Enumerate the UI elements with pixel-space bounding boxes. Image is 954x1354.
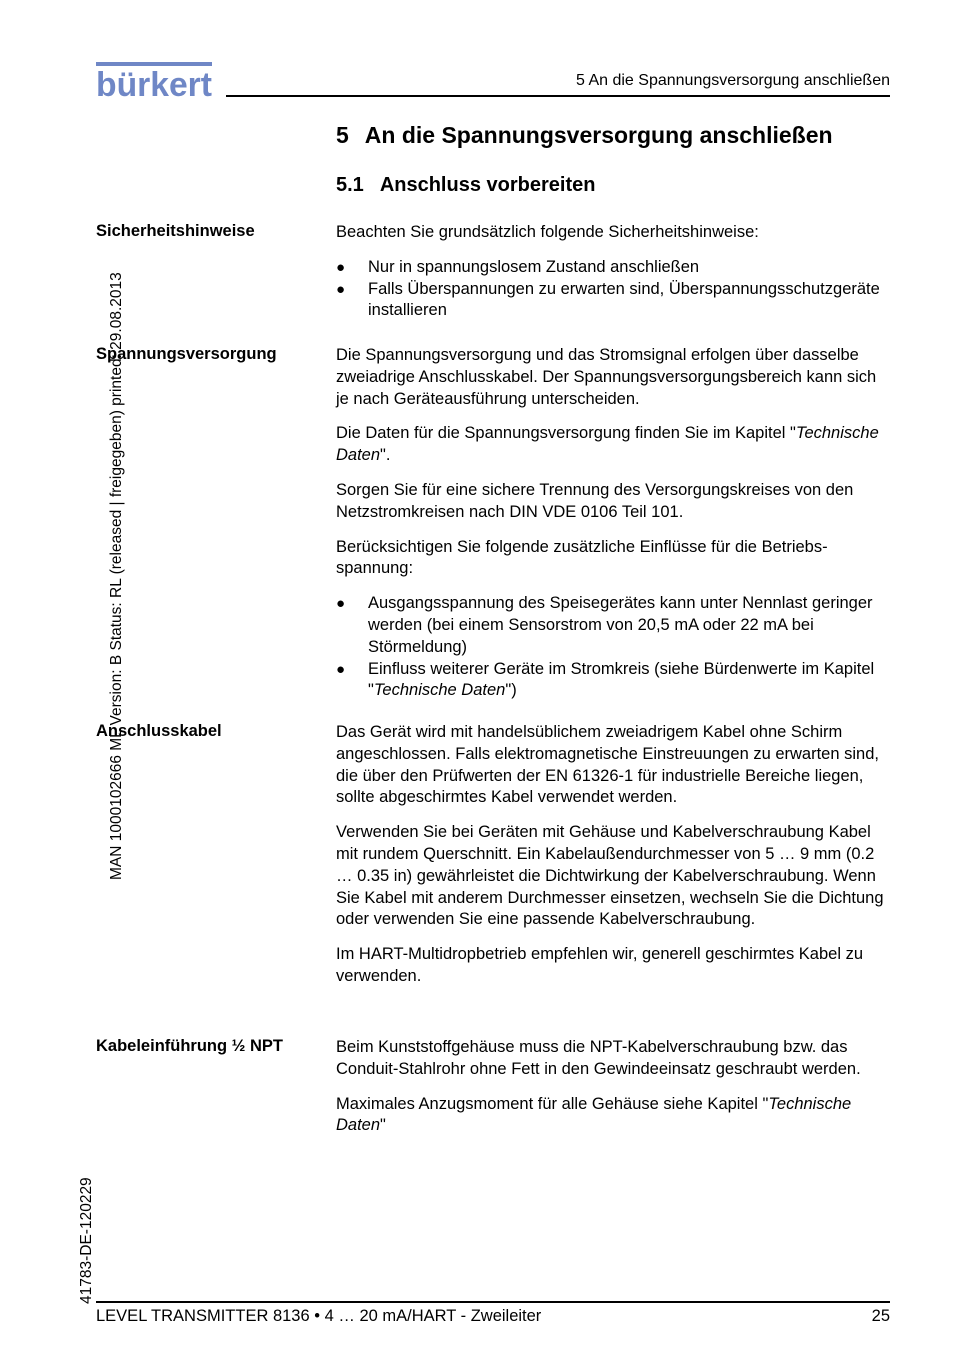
footer-title: LEVEL TRANSMITTER 8136 • 4 … 20 mA/HART - Zweileiter bbox=[96, 1307, 542, 1325]
power-block bbox=[336, 345, 892, 702]
chapter-number: 5 bbox=[336, 122, 349, 148]
bullet-icon: ● bbox=[336, 280, 346, 298]
safety-block bbox=[336, 222, 892, 322]
power-list bbox=[336, 593, 892, 702]
cable-paragraph: Verwenden Sie bei Geräten mit Gehäuse und Kabelverschraubung Kabel mit rundem Querschnitt. Ein Kabelaußendurchmesser von 5 … 9 mm (0.2 … 0.35 in) gewährleistet die Dichtwirkung der Kabelverschraubung. Wenn Sie Kabel mit anderem Durchmesser einsetzen, wechseln Sie die Dichtung oder verwenden Sie eine passende Kabelverschraubung. bbox=[336, 823, 884, 929]
power-paragraph: Die Daten für die Spannungsversorgung finden Sie im Kapitel "Technische Daten". bbox=[336, 424, 879, 465]
entry-block bbox=[336, 1037, 892, 1150]
document-number: 41783-DE-120229 bbox=[78, 1177, 95, 1304]
chapter-reference: Technische Daten bbox=[336, 424, 879, 465]
power-paragraph: Berücksichtigen Sie folgende zusätzliche Einflüsse für die Betriebsspannung: bbox=[336, 537, 828, 578]
chapter-reference: Technische Daten bbox=[373, 681, 506, 700]
chapter-title-text: An die Spannungsversorgung anschließen bbox=[364, 122, 833, 148]
chapter-title bbox=[336, 122, 833, 149]
logo-text: bürkert bbox=[96, 66, 212, 98]
burkert-logo bbox=[96, 62, 214, 103]
entry-paragraph: Beim Kunststoffgehäuse muss die NPT-Kabelverschraubung bzw. das Conduit-Stahlrohr ohne Fett in den Gewindeeinsatz geschraubt werden. bbox=[336, 1038, 861, 1078]
label-safety: Sicherheitshinweise bbox=[96, 222, 255, 240]
chapter-reference: Technische Daten bbox=[336, 1094, 852, 1135]
label-power: Spannungsversorgung bbox=[96, 345, 277, 363]
bullet-icon: ● bbox=[336, 258, 346, 276]
page-number: 25 bbox=[871, 1307, 890, 1325]
power-paragraph: Sorgen Sie für eine sichere Trennung des Versorgungskreises von den Netzstromkreisen nach DIN VDE 0106 Teil 101. bbox=[336, 480, 854, 521]
label-cable: Anschlusskabel bbox=[96, 722, 222, 740]
safety-list bbox=[336, 257, 892, 322]
list-item: ● Ausgangsspannung des Speisegerätes kann unter Nennlast geringer werden (bei einem Sensorstrom von 20,5 mA oder 22 mA bei Störmeldung) bbox=[336, 594, 873, 656]
list-item: ● Falls Überspannungen zu erwarten sind, Überspannungsschutzgeräte installieren bbox=[336, 279, 880, 320]
running-header: 5 An die Spannungsversorgung anschließen bbox=[576, 72, 890, 89]
safety-intro: Beachten Sie grundsätzlich folgende Sicherheitshinweise: bbox=[336, 223, 759, 241]
cable-paragraph: Das Gerät wird mit handelsüblichem zweiadrigem Kabel ohne Schirm angeschlossen. Falls elektromagnetische Einstreuungen zu erwarten sind, die über den Prüfwerten der EN 61326-1 für industrielle Bereiche liegen, sollte abgeschirmtes Kabel verwendet werden. bbox=[336, 723, 879, 807]
list-item: ● Einfluss weiterer Geräte im Stromkreis (siehe Bürdenwerte im Kapitel "Technische Daten") bbox=[336, 659, 875, 700]
bullet-icon: ● bbox=[336, 595, 346, 613]
section-title-text: Anschluss vorbereiten bbox=[379, 174, 596, 196]
cable-paragraph: Im HART-Multidropbetrieb empfehlen wir, generell geschirmtes Kabel zu verwenden. bbox=[336, 945, 864, 985]
cable-block bbox=[336, 722, 892, 1001]
section-number: 5.1 bbox=[336, 174, 364, 196]
list-item: ● Nur in spannungslosem Zustand anschließen bbox=[336, 257, 892, 279]
bullet-icon: ● bbox=[336, 660, 346, 678]
print-metadata: MAN 1000102666 ML Version: B Status: RL (released | freigegeben) printed: 29.08.2013 bbox=[108, 272, 125, 880]
section-title bbox=[336, 174, 595, 197]
entry-paragraph: Maximales Anzugsmoment für alle Gehäuse siehe Kapitel "Technische Daten" bbox=[336, 1094, 852, 1135]
header-rule bbox=[226, 95, 890, 97]
label-entry: Kabeleinführung ½ NPT bbox=[96, 1037, 284, 1055]
footer-rule bbox=[96, 1301, 890, 1303]
power-paragraph: Die Spannungsversorgung und das Stromsignal erfolgen über dasselbe zweiadrige Anschlusskabel. Der Spannungsversorgungsbereich kann sich je nach Geräteausführung unterscheiden. bbox=[336, 346, 877, 408]
